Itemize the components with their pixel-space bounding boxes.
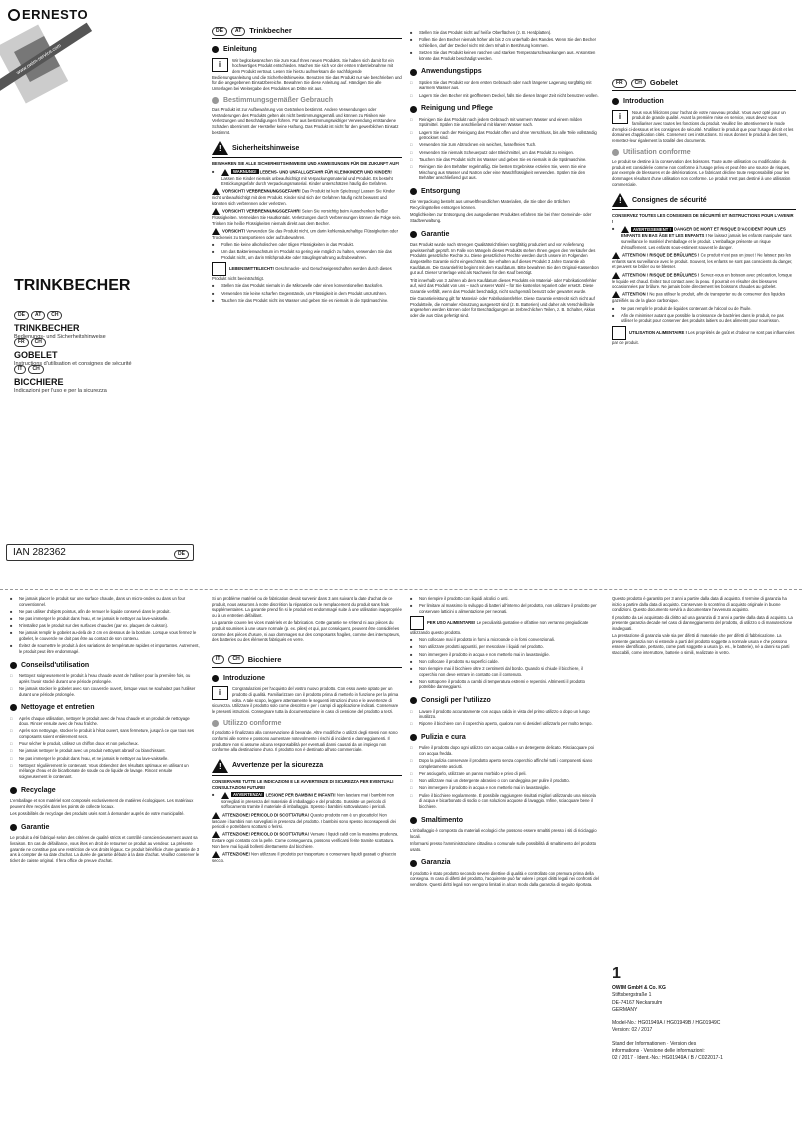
it-b5: ■ Non immergere il prodotto in acqua e non metterlo mai in lavastoviglie. [410,652,600,658]
fr-clean-5: □ Ne pas immerger le produit dans l'eau, et ne jamais le nettoyer au lave-vaisselle. [10,756,200,762]
de-war-3: Die Garantieleistung gilt für Material- oder Fabrikationsfehler. Diese Garantie erstreckt sich nicht auf Produktteile, die normaler Abnutzung ausgesetzt sind (z. B. Batterien) und daher als Verschleißteile angesehen werden können oder für Beschädigungen an zerbrechlichen Teilen, z. B. Schalter, Akkus oder die aus Glas gefertigt sind. [410,296,596,319]
de-war-heading: Garantie [410,230,600,239]
de-disp-1: Die Verpackung besteht aus umweltfreundlichen Materialien, die Sie über die örtlichen Recyclingstellen entsorgen können. [410,199,570,211]
warning-icon [221,792,229,799]
it-disp-heading: Smaltimento [410,816,600,825]
de-clean-heading: Reinigung und Pflege [410,104,600,113]
it-intro-heading: Introduzione [212,674,402,683]
cover-lang-de: DE AT CH TRINKBECHER Bedienungs- und Sicherheitshinweise [14,311,194,342]
de-disp-2: Möglichkeiten zur Entsorgung des ausgedienten Produktes erfahren Sie bei Ihrer Gemeinde- oder Stadtverwaltung. [410,212,592,223]
fr-tip-2: □ Ne jamais stocker le gobelet avec son couvercle ouvert, lorsque vous ne souhaitez pas l'utiliser durant une période prolongée. [10,686,200,697]
it-att-2: ATTENZIONE! PERICOLO DI SCOTTATURA! Versare i liquidi caldi con la massima prudenza. Evitare ogni contatto con la pelle. Come conseguenza, possono verificarsi ferite tramite scottatura. Non bere mai liquidi bollenti direttamente dal bicchiere. [212,832,399,850]
warning-icon [612,193,628,207]
de-caution-2: VORSICHT! VERBRENNUNGSGEFAHR! Seien Sie vorsichtig beim Ausschenken heißer Flüssigkeiten. Vermeiden Sie Hautkontakt. Verletzungen durch Verbrennungen können die Folge sein. Trinken Sie heiße Flüssigkeiten niemals direkt aus dem Becher. [212,208,402,226]
de-caution-1: VORSICHT! VERBRENNUNGSGEFAHR! Das Produkt ist kein Spielzeug! Lassen Sie Kinder nicht unbeaufsichtigt mit dem Produkt. Kinder sind sich der Gefahren häufig nicht bewusst und könnten sich verbrennen oder verletzen. [212,189,395,207]
food-safe-icon [612,326,626,340]
it-safety-heading: ! Avvertenze per la sicurezza [212,759,402,776]
fr-tips-heading: Conseilsd'utilisation [10,661,200,670]
it-war-1: Il prodotto è stato prodotto secondo severe direttive di qualità e controllato con premura prima della consegna. In caso di difetti del prodotto, l'acquirente può far valere i propri diritti legali nei confronti del venditore. Questi diritti legali non vengono limitati in alcun modo dalla garanzia di seguito riportata. [410,870,599,888]
fr-food-safe: UTILISATION ALIMENTAIRE ! Les propriétés de goût et d'odeur ne sont pas influencées par ce produit. [612,326,796,346]
cover-name-it: BICCHIERE [14,377,64,387]
food-safe-icon [212,262,226,276]
fr-safety-heading: ! Consignes de sécurité [612,193,796,210]
imprint-mark: 1 [612,965,621,982]
fr-intro-heading: Introduction [612,97,796,106]
it-b8: ■ Non sottoporre il prodotto a cambi di temperatura estremi e repentini. Altrimenti il prodotto potrebbe danneggiarsi. [410,679,600,690]
cover-sub-de: Bedienungs- und Sicherheitshinweise [14,334,106,341]
de-col-1 [212,26,402,586]
de-bullet-7: ■ Füllen Sie den Becher niemals höher als bis 2 cm unterhalb des Randes. Wenn Sie den Becher schließen, darf der Deckel nicht mit dem Inhalt in Berührung kommen. [410,37,600,48]
de-bullet-1: ■ Füllen Sie keine alkoholischen oder öligen Flüssigkeiten in das Produkt. [212,242,402,248]
warning-icon [212,759,228,773]
de-food-safe: LEBENSMITTELECHT! Geschmacks- und Geruchseigenschaften werden durch dieses Produkt nicht beeinträchtigt. [212,262,402,282]
de-bullet-6: ■ Stellen Sie das Produkt nicht auf heiße Oberflächen (z. B. Herdplatten). [410,30,600,36]
it-att-3: ATTENZIONE! Non utilizzare il prodotto per trasportare o conservare liquidi gassati o ghiaccio secco. [212,851,397,864]
info-icon: i [612,110,628,124]
warning-icon [621,226,629,233]
it-disp-2: Informarsi presso l'amministrazione cittadina o comunale sulle possibilità di smaltimento del prodotto usato. [410,840,597,852]
info-icon: i [212,58,228,72]
ian-box: IAN 282362 [6,544,194,561]
fr-b6: ■ Évitez de soumettre le produit à des variations de température rapides et importantes. Autrement, le produit peut être endommagé. [10,643,200,654]
imprint-country: GERMANY [612,1006,638,1013]
de-bullet-3: ■ Stellen Sie das Produkt niemals in die Mikrowelle oder einen konventionellen Backofen. [212,283,402,289]
fr-safety-lead: CONSERVEZ TOUTES LES CONSIGNES DE SÉCURITÉ ET INSTRUCTIONS POUR L'AVENIR ! [612,213,794,225]
warning-icon [612,252,620,259]
de-use: Das Produkt ist zur Aufbewahrung von Getränken bestimmt. Andere Verwendungen oder Veränderungen des Produkts gelten als nicht bestimmungsgemäß und können zu Risiken wie Verletzungen und Beschädigungen führen. Für aus bestimmungswidriger Verwendung entstandene Schäden übernimmt der Hersteller keine Haftung. Das Produkt ist nicht für den gewerblichen Einsatz bestimmt. [212,107,399,135]
ian-lang-pill: DE [174,550,189,559]
fr-clean-1: □ Après chaque utilisation, nettoyer le produit avec de l'eau chaude et un produit de nettoyage doux. Rincer ensuite avec de l'eau fraîche. [10,716,200,727]
it-clean-heading: Pulizia e cura [410,733,600,742]
imprint-stand-3: 02 / 2017 · Ident.-No.: HG01949A / B / C022017-1 [612,1055,723,1062]
warning-icon [212,188,220,195]
de-app-1: □ Spülen Sie das Produkt vor dem ersten Gebrauch oder nach längerer Lagerung sorgfältig mit warmem Wasser aus. [410,80,600,91]
it-b2: ■ Per limitare al massimo lo sviluppo di batteri all'interno del prodotto, non utilizzare il prodotto per conservare latticini o alimentazione per neonati. [410,603,600,614]
fr-b3: ■ Ne pas immerger le produit dans l'eau, et ne jamais le nettoyer au lave-vaisselle. [10,616,200,622]
it-b1: ■ Non riempire il prodotto con liquidi alcolici o unti. [410,596,600,602]
fr-rec-heading: Recyclage [10,786,200,795]
cover-name-de: TRINKBECHER [14,323,80,333]
food-safe-icon [410,616,424,630]
de-warning-1: ■ WARNUNG! LEBENS- UND UNFALLGEFAHR FÜR KLEINKINDER UND KINDER! Lassen Sie Kinder niemals unbeaufsichtigt mit Verpackungsmaterial und Produkt. Es besteht Erstickungsgefahr durch Verpackungsmaterial. Kinder unterschätzen häufig die Gefahren. [212,169,402,187]
imprint-street: Stiftsbergstraße 1 [612,992,652,999]
it-clean-5: □ Non immergere il prodotto in acqua e non metterlo mai in lavastoviglie. [410,785,600,791]
fr-att-3: ATTENTION ! Ne pas utiliser le produit, afin de transporter ou de conserver des liquides gazéifiés ou de la glace carbonique. [612,292,786,304]
imprint-stand-1: Stand der Informationen · Version des [612,1040,697,1047]
it-food-safe: PER USO ALIMENTARE! Le peculiarità gustative e olfattive non verranno pregiudicate utilizzando questo prodotto. [410,616,600,636]
de-clean-1: □ Reinigen Sie das Produkt nach jedem Gebrauch mit warmem Wasser und einem milden Spülmittel. Spülen Sie anschließend mit klarem Wasser nach. [410,117,600,128]
it-clean-1: □ Pulire il prodotto dopo ogni utilizzo con acqua calda e un detergente delicato. Risciacquare poi con acqua fredda. [410,745,600,756]
de-col-2 [410,30,600,586]
cover-name-fr: GOBELET [14,350,58,360]
warning-icon [212,228,220,235]
fr-war-2: Si un problème matériel ou de fabrication devait survenir dans 3 ans suivant la date d'achat de ce produit, nous assurons à notre discrétion la réparation ou le remplacement du produit sans frais supplémentaires. La garantie prend fin si le produit est endommagé suite à une utilisation inappropriée ou à un entretien défaillant. [212,596,402,619]
cover-lang-fr: FR CH GOBELET Instructions d'utilisation et consignes de sécurité [14,338,194,369]
de-app-heading: Anwendungstipps [410,67,600,76]
it-col-3 [612,596,796,1131]
it-col-2 [410,596,600,1131]
it-clean-3: □ Per asciugarlo, utilizzare un panno morbido e privo di peli. [410,771,600,777]
it-use-heading: Utilizzo conforme [212,719,402,728]
cover-sub-fr: Instructions d'utilisation et consignes de sécurité [14,361,132,368]
imprint-stand-2: informations · Versione delle informazioni: [612,1047,705,1054]
de-safety-lead: BEWAHREN SIE ALLE SICHERHEITSHINWEISE UND ANWEISUNGEN FÜR DIE ZUKUNFT AUF! [212,161,400,167]
it-clean-4: □ Non utilizzare mai un detergente abrasivo o con candeggina per pulire il prodotto. [410,778,600,784]
de-bullet-2: ■ Um das Bakterienwachstum im Produkt so gering wie möglich zu halten, verwenden Sie das Produkt nicht, um darin Milchprodukte oder Säuglingsnahrung aufzubewahren. [212,249,402,260]
fr-use: Le produit se destine à la conservation des boissons. Toute autre utilisation ou modification du produit est considérée comme non conforme à l'usage prévu et peut être une source de risques, par exemple de blessures et de détériorations. Le fabricant décline toute responsabilité pour les dommages résultant d'une utilisation non conforme. Le produit n'est pas destiné à une utilisation commerciale. [612,159,791,187]
warning-icon [221,169,229,176]
it-title: IT CH Bicchiere [212,655,402,668]
fr-col-1 [612,78,796,586]
de-use-heading: Bestimmungsgemäßer Gebrauch [212,96,402,105]
it-intro: i Congratulazioni per l'acquisto del vostro nuovo prodotto. Con esso avete optato per un prodotto di qualità. Familiarizzare con il prodotto prima di metterlo in funzione per la prima volta. A tale scopo, leggere attentamente le seguenti istruzioni d'uso e le avvertenze di sicurezza. Utilizzare il prodotto solo come descritto e per i campi di applicazione indicati. Conservare le presenti istruzioni. Consegnare tutta la documentazione in caso di cessione del prodotto a terzi. [212,686,399,715]
warning-icon [212,208,220,215]
info-icon: i [212,686,228,700]
de-war-1: Das Produkt wurde nach strengen Qualitätsrichtlinien sorgfältig produziert und vor Anlieferung gewissenhaft geprüft. Im Falle von Mängeln dieses Produkts stehen Ihnen gegen den Verkäufer des Produkts gesetzliche Rechte zu. Diese gesetzlichen Rechte werden durch unsere im Folgenden dargestellte Garantie nicht eingeschränkt. Sie erhalten auf dieses Produkt 3 Jahre Garantie ab Kaufdatum. Die Garantiefrist beginnt mit dem Kaufdatum. Bitte bewahren Sie den Original-Kassenbon gut auf. Dieser Unterlage wird als Nachweis für den Kauf benötigt. [410,242,599,276]
fr-clean-heading: Nettoyage et entretien [10,703,200,712]
warning-icon [212,812,220,819]
de-clean-5: □ Tauchen Sie das Produkt nicht ins Wasser und geben Sie es niemals in die Spülmaschine. [410,157,600,163]
imprint-model: Model-No.: HG01949A / HG01949B / HG01949C [612,1020,721,1027]
de-title: DE AT Trinkbecher [212,26,402,39]
fr-bullet-1: ■ Ne pas remplir le produit de liquides contenant de l'alcool ou de l'huile. [612,306,796,312]
brand-logo: ERNESTO [8,6,88,24]
warning-icon [612,291,620,298]
fr-clean-3: □ Pour sécher le produit, utilisez un chiffon doux et non pelucheux. [10,741,200,747]
it-b6: ■ Non collocare il prodotto su superfici calde. [410,659,600,665]
de-bullet-4: ■ Verwenden Sie keine scharfen Gegenstände, um Flüssigkeit in dem Produkt umzurühren. [212,291,402,297]
de-caution-3: VORSICHT! Verwenden Sie das Produkt nicht, um darin kohlensäurehaltige Flüssigkeiten oder Trockeneis zu transportieren oder aufzubewahren. [212,228,398,241]
de-clean-4: □ Verwenden Sie niemals Scheuerputz oder Bleichmittel, um das Produkt zu reinigen. [410,150,600,156]
de-bullet-5: ■ Tauchen Sie das Produkt nicht ins Wasser und geben Sie es niemals in die Spülmaschine. [212,298,402,304]
warning-icon [212,831,220,838]
de-safety-heading: ! Sicherheitshinweise [212,141,402,158]
de-disp-heading: Entsorgung [410,187,600,196]
fr-use-heading: Utilisation conforme [612,148,796,157]
it-war-3: Il prodotto da Lei acquistato dà diritto ad una garanzia di 3 anni a partire dalla data di acquisto. La presente garanzia decade nel caso di danneggiamento del prodotto, di utilizzo o di manutenzione inadeguati. [612,614,793,631]
fold-line [0,589,802,590]
fr-bullet-2: ■ Afin de minimiser autant que possible la croissance de bactéries dans le produit, ne pas utiliser le produit pour conserver des produits laitiers ou des aliments pour nourrisson. [612,313,796,324]
de-intro-heading: Einleitung [212,45,402,54]
it-war-2: Questo prodotto è garantito per 3 anni a partire dalla data di acquisto. Il termine di garanzia ha inizio a partire dalla data di acquisto. Conservare lo scontrino di acquisto originale in buone condizioni. Questo documento servirà a documentare l'avvenuto acquisto. [612,596,787,613]
it-warning-1: ■ AVVERTENZA! LESIONE PER BAMBINI E INFANTI! Non lasciare mai i bambini non sorvegliati in presenza del materiale di imballaggio e del prodotto. Sussiste un pericolo di soffocamento tramite il materiale di imballaggio. Spesso i bambini sottovalutano i pericoli. [212,792,402,810]
imprint-company: OWIM GmbH & Co. KG [612,985,666,992]
fr-title: FR CH Gobelet [612,78,796,91]
cover-title: TRINKBECHER [14,277,131,294]
it-b3: ■ Non collocare mai il prodotto in forni a microonde o in forni convenzionali. [410,637,600,643]
it-disp-1: L'imballaggio è composto da materiali ecologici che possono essere smaltiti presso i siti di riciclaggio locali. [410,828,597,839]
fr-b2: ■ Ne pas utiliser d'objets pointus, afin de remuer le liquide conservé dans le produit. [10,609,200,615]
it-b7: ■ Non riempire mai il bicchiere oltre 2 centimetri dal bordo. Quando si chiude il bicchiere, il coperchio non deve entrare in contatto con il contenuto. [410,666,600,677]
fr-war-1: Le produit a été fabriqué selon des critères de qualité stricts et contrôlé consciencieusement avant sa livraison. En cas de défaillance, vous êtes en droit de retourner ce produit au vendeur. La présente garantie ne constitue pas une restriction de vos droits légaux. Ce produit bénéficie d'une garantie de 3 ans à compter de sa date d'achat. La durée de garantie débute à la date d'achat. Veuillez conserver le ticket de caisse original. Il fera office de preuve d'achat. [10,835,200,863]
it-safety-lead: CONSERVARE TUTTE LE INDICAZIONI E LE AVVERTENZE DI SICUREZZA PER EVENTUALI CONSULTAZIONI FUTURE! [212,778,394,790]
fr-b4: ■ N'installez pas le produit sur des surfaces chaudes (par ex. plaques de cuisson). [10,623,200,629]
imprint-version: Version: 02 / 2017 [612,1027,653,1034]
fr-warning-1: ■ AVERTISSEMENT ! DANGER DE MORT ET RISQUE D'ACCIDENT POUR LES ENFANTS EN BAS ÂGE ET LES ENFANTS ! Ne laissez jamais les enfants manipuler sans surveillance le matériel d'emballage et le produit. L'emballage présente un risque d'étouffement. Les enfants sous-estiment souvent le danger. [612,226,796,250]
fr-att-2: ATTENTION ! RISQUE DE BRÛLURES ! Servez-vous en boisson avec précaution, lorsque le liquide est chaud. Évitez tout contact avec la peau. Il pourrait en résulter des blessures occasionnées par brûlure. Ne jamais boire directement les boissons chaudes au gobelet. [612,272,793,290]
it-clean-6: □ Pulire il bicchiere regolarmente. È possibile raggiungere risultati migliori utilizzando una miscela di acqua e bicarbonato di sodio o con soluzioni acquose di lavaggio. Infine, sciacquare bene il bicchiere. [410,793,600,810]
fr-rec-1: L'emballage et son matériel sont composés exclusivement de matières écologiques. Les matériaux peuvent être recyclés dans les points de collecte locaux. [10,798,194,809]
it-att-1: ATTENZIONE! PERICOLO DI SCOTTATURA! Questo prodotto non è un giocattolo! Non lasciare i bambini non sorvegliati in presenza del prodotto. I bambini sono spesso inconsapevoli dei pericoli e potrebbero scottarsi o ferirsi. [212,812,396,830]
fr-b1: ■ Ne jamais placer le produit sur une surface chaude, dans un micro-ondes ou dans un four conventionnel. [10,596,200,607]
fr-clean-4: □ Ne jamais nettoyer le produit avec un produit nettoyant abrasif ou blanchissant. [10,748,200,754]
fr-clean-6: □ Nettoyez régulièrement le contenant. Vous obtiendrez des résultats optimaux en utilisant un mélange d'eau et de bicarbonate de soude ou de liquide de lavage. Rincez ensuite soigneusement le contenant. [10,763,200,780]
fr-intro: i Nous vous félicitons pour l'achat de votre nouveau produit. Vous avez opté pour un produit de grande qualité. Avant la première mise en service, vous devez vous familiariser avec toutes les fonctions du produit. Veuillez lire attentivement le mode d'emploi ci-dessous et les consignes de sécurité. N'utilisez le produit que pour l'usage décrit et les domaines d'application cités. Conservez ces instructions. Si vous donnez le produit à des tiers, remettez-leur également la totalité des documents. [612,109,794,143]
de-clean-2: □ Lagern Sie nach der Reinigung das Produkt offen und ohne Verschluss, bis alle Teile vollständig getrocknet sind. [410,130,600,141]
cover-sub-it: Indicazioni per l'uso e per la sicurezza [14,388,107,395]
de-clean-6: □ Reinigen Sie den Behälter regelmäßig. Die besten Ergebnisse erzielen Sie, wenn Sie eine Mischung aus Wasser und Natron oder eine Waschflüssigkeit verwenden. Spülen Sie den Behälter anschließend gut aus. [410,164,600,181]
brand-mark-icon [8,9,20,21]
it-tip-2: □ Riporre il bicchiere con il coperchio aperto, qualora non si desideri utilizzarlo per molto tempo. [410,721,600,727]
fr-clean-2: □ Après son nettoyage, stocker le produit à l'état ouvert, sans fermeture, jusqu'à ce que tous ses composants soient entièrement secs. [10,728,200,739]
fr-rec-2: Les possibilités de recyclage des produits usés sont à demander auprès de votre municipalité. [10,811,185,817]
service-url-band[interactable]: www.owim-service.com [0,23,92,97]
imprint-city: DE-74167 Neckarsulm [612,999,663,1006]
fr-att-1: ATTENTION ! RISQUE DE BRÛLURES ! Ce produit n'est pas un jouet ! Ne laissez pas les enfants sans surveillance avec le produit. Souvent, les enfants ne sont pas conscients du danger, et peuvent se brûler ou se blesser. [612,252,793,270]
it-use: Il prodotto è finalizzato alla conservazione di bevande. Altre modifiche o utilizzi degli stessi non sono conformi alle norme e possono aumentare notevolmente i rischi di incidenti e danneggiamenti. Il produttore non si assume alcuna responsabilità per eventuali danni causati da un impiego non conforme alla destinazione d'uso. Il prodotto non è destinato all'uso commerciale. [212,730,398,753]
imprint [612,956,796,1062]
it-war-4: La prestazione di garanzia vale sia per difetti di materiale che per difetti di fabbricazione. La presente garanzia non si estende a parti del prodotto soggette a normale usura e che possono essere identificate, pertanto, come parti soggette a usura (p. es., le batterie), né a danni su parti staccabili, come interruttore, batterie o simili, realizzate in vetro. [612,633,790,656]
cover-lang-it: IT CH BICCHIERE Indicazioni per l'uso e per la sicurezza [14,365,194,396]
it-clean-2: □ Dopo la pulizia conservare il prodotto aperto senza coperchio affinché tutti i componenti siano completamente asciutti. [410,758,600,769]
fr-it-col [212,596,402,1131]
warning-icon [212,141,228,155]
fr-war-3: La garantie couvre les vices matériels et de fabrication. Cette garantie ne s'étend ni aux pièces du produit soumises à une usure normale (p. ex. piles) et qui, par conséquent, peuvent être considérées comme des pièces d'usure, ni aux dommages sur des composants fragiles, comme des interrupteurs, des batteries ou des éléments fabriqués en verre. [212,620,401,643]
it-tips-heading: Consigli per l'utilizzo [410,696,600,705]
cover-panel [0,0,200,589]
de-app-2: □ Lagern Sie den Becher mit geöffnetem Deckel, falls Sie diesen länger Zeit nicht benutzen wollen. [410,93,600,99]
fr-col-2 [10,596,200,1131]
fr-b5: ■ Ne jamais remplir le gobelet au-delà de 2 cm en dessous de la bordure. Lorsque vous fermez le gobelet, le couvercle ne doit pas être au contact de son contenu. [10,630,200,641]
fr-war-heading: Garantie [10,823,200,832]
de-intro: i Wir beglückwünschen Sie zum Kauf Ihres neuen Produkts. Sie haben sich damit für ein hochwertiges Produkt entschieden. Machen Sie sich vor der ersten Inbetriebnahme mit dem Produkt vertraut. Lesen Sie hierzu aufmerksam die nachfolgende Bedienungsanleitung und die Sicherheitshinweise. Benutzen Sie das Produkt nur wie beschrieben und für die angegebenen Einsatzbereiche. Bewahren Sie diese Anleitung auf. Händigen Sie alle Unterlagen bei Weitergabe des Produktes an Dritte mit aus. [212,57,402,91]
it-b4: ■ Non utilizzare prodotti appuntiti, per mescolare i liquidi nel prodotto. [410,644,600,650]
fr-tip-1: □ Nettoyez soigneusement le produit à l'eau chaude avant de l'utiliser pour la première fois, ou après l'avoir stocké durant une période prolongée. [10,673,200,684]
it-war-heading: Garanzia [410,858,600,867]
it-tip-1: □ Lavare il prodotto accuratamente con acqua calda in vista del primo utilizzo o dopo un lungo inutilizzo. [410,709,600,720]
de-clean-3: □ Verwenden Sie zum Abtrocknen ein weiches, fusselfreies Tuch. [410,142,600,148]
warning-icon [612,272,620,279]
de-war-2: Tritt innerhalb von 3 Jahren ab dem Kaufdatum dieses Produkts ein Material- oder Fabrikationsfehler auf, wird das Produkt von uns – nach unserer Wahl – für Sie kostenlos repariert oder ersetzt. Diese Garantie verfällt, wenn das Produkt beschädigt, nicht sachgemäß benutzt oder gewartet wurde. [410,277,597,294]
warning-icon [212,851,220,858]
de-bullet-8: ■ Setzen Sie das Produkt keinen raschen und starken Temperaturschwankungen aus. Ansonsten könnte das Produkt beschädigt werden. [410,50,600,61]
